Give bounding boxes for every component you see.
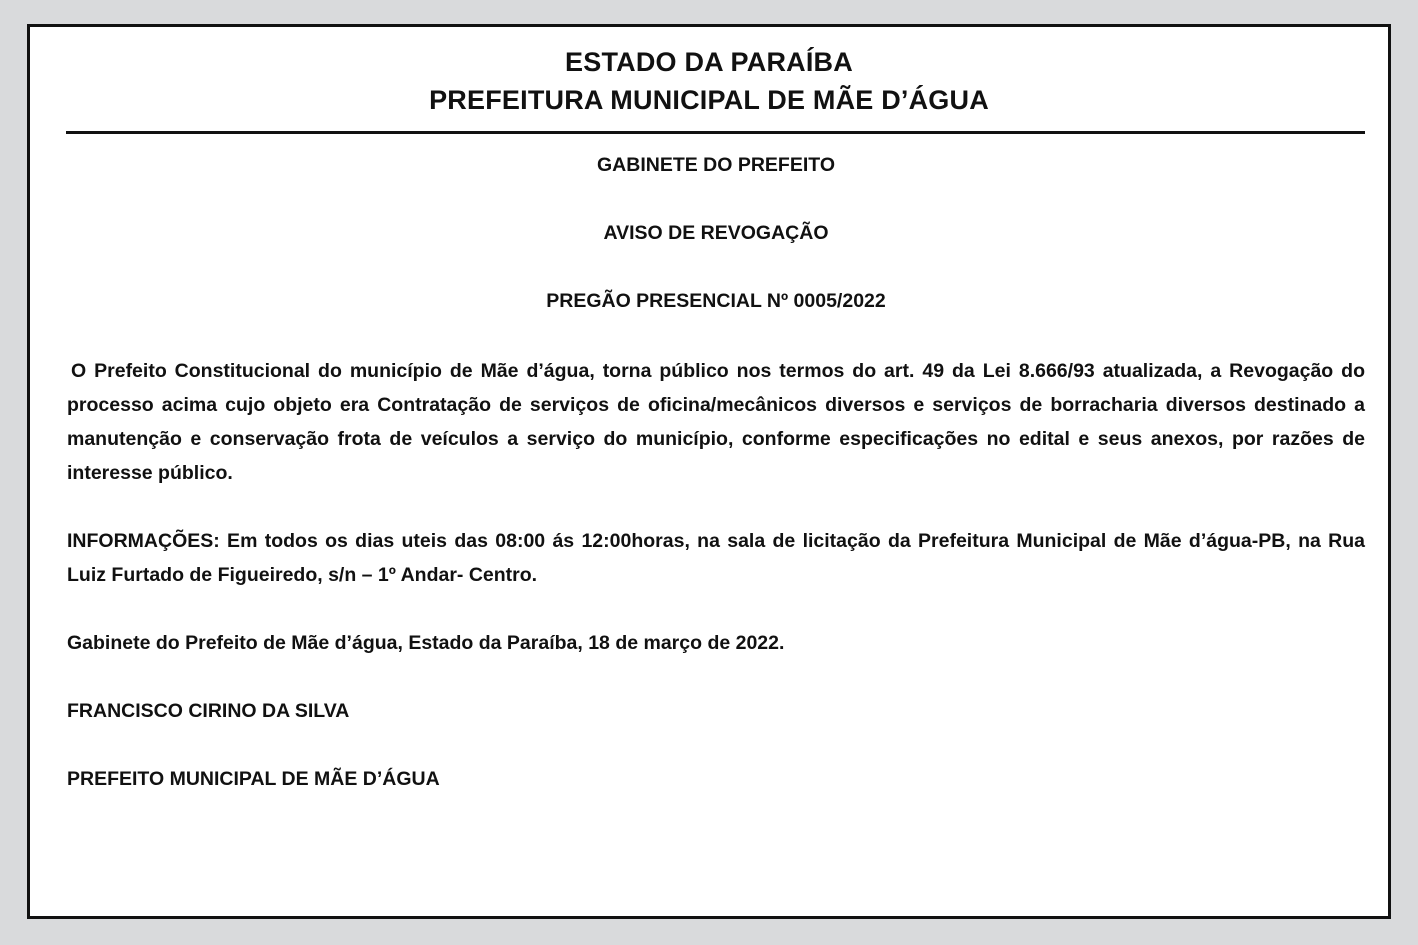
- document-header: [30, 43, 1388, 119]
- notice-title: AVISO DE REVOGAÇÃO: [603, 222, 829, 244]
- signer-title: PREFEITO MUNICIPAL DE MÃE D’ÁGUA: [67, 768, 440, 790]
- header-municipality: PREFEITURA MUNICIPAL DE MÃE D’ÁGUA: [429, 85, 989, 115]
- revocation-paragraph: O Prefeito Constitucional do município de Mãe d’água, torna público nos termos do art. 49 da Lei 8.666/93 atualizada, a Revogação do processo acima cujo objeto era Contratação de serviços de oficina/mecânicos diversos e serviços de borracharia diversos destinado a manutenção e conservação frota de veículos a serviço do município, conforme especificações no edital e seus anexos, por razões de interesse público.: [67, 360, 1365, 484]
- notice-frame: [27, 24, 1391, 919]
- header-state: ESTADO DA PARAÍBA: [565, 47, 853, 77]
- header-divider: [66, 131, 1365, 134]
- place-and-date: Gabinete do Prefeito de Mãe d’água, Estado da Paraíba, 18 de março de 2022.: [67, 632, 785, 654]
- signer-name: FRANCISCO CIRINO DA SILVA: [67, 700, 350, 722]
- information-paragraph: INFORMAÇÕES: Em todos os dias uteis das 08:00 ás 12:00horas, na sala de licitação da Prefeitura Municipal de Mãe d’água-PB, na Rua Luiz Furtado de Figueiredo, s/n – 1º Andar- Centro.: [67, 530, 1365, 586]
- notice-body: [67, 151, 1365, 830]
- notice-reference: PREGÃO PRESENCIAL Nº 0005/2022: [546, 290, 886, 312]
- office-heading: GABINETE DO PREFEITO: [597, 154, 835, 176]
